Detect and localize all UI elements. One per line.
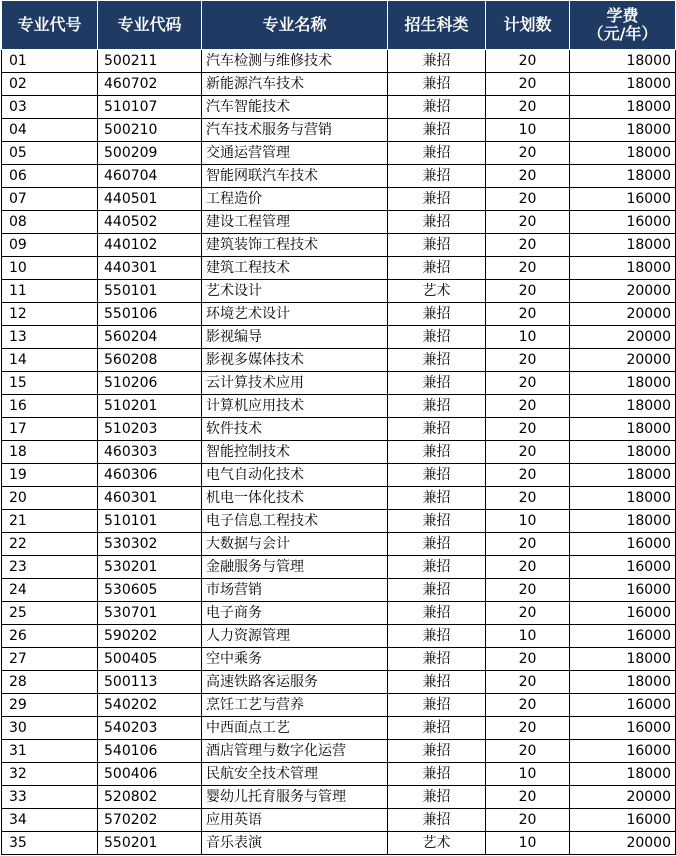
cell-fee: 20000	[570, 349, 676, 372]
cell-category: 兼招	[388, 809, 486, 832]
cell-fee: 16000	[570, 625, 676, 648]
cell-plan: 10	[486, 832, 570, 855]
cell-plan: 20	[486, 257, 570, 280]
cell-major-name: 市场营销	[202, 579, 388, 602]
cell-plan: 20	[486, 349, 570, 372]
table-row	[2, 740, 676, 763]
cell-major-name: 汽车智能技术	[202, 96, 388, 119]
table-row	[2, 694, 676, 717]
cell-plan: 20	[486, 165, 570, 188]
cell-plan: 20	[486, 648, 570, 671]
cell-major-code: 570202	[98, 809, 202, 832]
table-row	[2, 395, 676, 418]
cell-fee: 18000	[570, 510, 676, 533]
table-row	[2, 96, 676, 119]
header-fee-line2: （元/年）	[587, 24, 658, 43]
cell-major-name: 建设工程管理	[202, 211, 388, 234]
cell-fee: 18000	[570, 234, 676, 257]
cell-major-name: 计算机应用技术	[202, 395, 388, 418]
cell-category: 兼招	[388, 740, 486, 763]
cell-major-code: 440501	[98, 188, 202, 211]
cell-fee: 18000	[570, 165, 676, 188]
cell-category: 兼招	[388, 671, 486, 694]
cell-fee: 16000	[570, 694, 676, 717]
cell-major-code: 530701	[98, 602, 202, 625]
table-header	[2, 1, 676, 50]
cell-category: 兼招	[388, 533, 486, 556]
table-row	[2, 648, 676, 671]
cell-code: 13	[2, 326, 98, 349]
cell-code: 02	[2, 73, 98, 96]
cell-plan: 20	[486, 533, 570, 556]
cell-category: 兼招	[388, 395, 486, 418]
table-row	[2, 418, 676, 441]
cell-major-name: 电子信息工程技术	[202, 510, 388, 533]
cell-fee: 18000	[570, 96, 676, 119]
cell-code: 17	[2, 418, 98, 441]
cell-fee: 18000	[570, 119, 676, 142]
cell-major-code: 440502	[98, 211, 202, 234]
cell-major-name: 金融服务与管理	[202, 556, 388, 579]
cell-code: 35	[2, 832, 98, 855]
cell-major-code: 550106	[98, 303, 202, 326]
cell-major-code: 550201	[98, 832, 202, 855]
cell-category: 兼招	[388, 441, 486, 464]
cell-category: 兼招	[388, 418, 486, 441]
cell-plan: 20	[486, 671, 570, 694]
cell-plan: 20	[486, 487, 570, 510]
cell-category: 兼招	[388, 96, 486, 119]
table-row	[2, 50, 676, 73]
cell-fee: 18000	[570, 372, 676, 395]
table-row	[2, 188, 676, 211]
cell-fee: 18000	[570, 50, 676, 73]
cell-major-name: 机电一体化技术	[202, 487, 388, 510]
cell-fee: 16000	[570, 579, 676, 602]
cell-code: 15	[2, 372, 98, 395]
table-row	[2, 671, 676, 694]
cell-fee: 20000	[570, 326, 676, 349]
cell-major-code: 460306	[98, 464, 202, 487]
cell-code: 32	[2, 763, 98, 786]
table-row	[2, 165, 676, 188]
cell-major-name: 影视编导	[202, 326, 388, 349]
cell-major-name: 环境艺术设计	[202, 303, 388, 326]
cell-plan: 20	[486, 809, 570, 832]
cell-category: 兼招	[388, 579, 486, 602]
cell-category: 兼招	[388, 602, 486, 625]
cell-fee: 16000	[570, 740, 676, 763]
cell-fee: 16000	[570, 602, 676, 625]
cell-major-name: 酒店管理与数字化运营	[202, 740, 388, 763]
table-body	[2, 50, 676, 855]
cell-plan: 20	[486, 96, 570, 119]
cell-major-code: 500209	[98, 142, 202, 165]
cell-plan: 20	[486, 73, 570, 96]
cell-code: 27	[2, 648, 98, 671]
cell-plan: 20	[486, 234, 570, 257]
cell-major-code: 510107	[98, 96, 202, 119]
cell-major-code: 460702	[98, 73, 202, 96]
table-row	[2, 556, 676, 579]
table-row	[2, 211, 676, 234]
cell-code: 26	[2, 625, 98, 648]
cell-category: 兼招	[388, 188, 486, 211]
cell-code: 09	[2, 234, 98, 257]
cell-category: 兼招	[388, 119, 486, 142]
table-row	[2, 717, 676, 740]
cell-category: 兼招	[388, 786, 486, 809]
cell-category: 兼招	[388, 625, 486, 648]
cell-major-name: 云计算技术应用	[202, 372, 388, 395]
cell-plan: 20	[486, 556, 570, 579]
cell-code: 07	[2, 188, 98, 211]
cell-major-code: 440102	[98, 234, 202, 257]
cell-major-name: 影视多媒体技术	[202, 349, 388, 372]
cell-fee: 18000	[570, 671, 676, 694]
table-row	[2, 257, 676, 280]
cell-major-name: 建筑工程技术	[202, 257, 388, 280]
cell-plan: 20	[486, 142, 570, 165]
cell-major-name: 高速铁路客运服务	[202, 671, 388, 694]
cell-category: 兼招	[388, 326, 486, 349]
table-row	[2, 763, 676, 786]
cell-fee: 20000	[570, 786, 676, 809]
cell-code: 11	[2, 280, 98, 303]
cell-plan: 10	[486, 326, 570, 349]
cell-code: 08	[2, 211, 98, 234]
header-row	[2, 1, 676, 50]
cell-major-name: 音乐表演	[202, 832, 388, 855]
cell-major-name: 中西面点工艺	[202, 717, 388, 740]
cell-category: 兼招	[388, 372, 486, 395]
table-row	[2, 303, 676, 326]
cell-major-code: 460303	[98, 441, 202, 464]
table-row	[2, 441, 676, 464]
cell-major-name: 电气自动化技术	[202, 464, 388, 487]
cell-category: 兼招	[388, 142, 486, 165]
cell-category: 艺术	[388, 832, 486, 855]
cell-fee: 16000	[570, 188, 676, 211]
header-major-name: 专业名称	[202, 1, 388, 50]
cell-category: 兼招	[388, 694, 486, 717]
cell-category: 兼招	[388, 717, 486, 740]
header-category: 招生科类	[388, 1, 486, 50]
cell-major-name: 应用英语	[202, 809, 388, 832]
cell-plan: 10	[486, 510, 570, 533]
table-row	[2, 533, 676, 556]
table-row	[2, 809, 676, 832]
cell-fee: 18000	[570, 418, 676, 441]
table-row	[2, 73, 676, 96]
cell-major-name: 民航安全技术管理	[202, 763, 388, 786]
cell-major-name: 艺术设计	[202, 280, 388, 303]
table-row	[2, 510, 676, 533]
cell-plan: 20	[486, 395, 570, 418]
cell-code: 21	[2, 510, 98, 533]
cell-plan: 10	[486, 119, 570, 142]
cell-plan: 20	[486, 441, 570, 464]
cell-plan: 20	[486, 188, 570, 211]
cell-fee: 16000	[570, 809, 676, 832]
cell-category: 兼招	[388, 50, 486, 73]
cell-code: 03	[2, 96, 98, 119]
cell-major-name: 人力资源管理	[202, 625, 388, 648]
table-row	[2, 280, 676, 303]
cell-major-code: 500211	[98, 50, 202, 73]
cell-code: 30	[2, 717, 98, 740]
cell-major-code: 460704	[98, 165, 202, 188]
table-row	[2, 372, 676, 395]
cell-major-code: 540106	[98, 740, 202, 763]
cell-category: 兼招	[388, 165, 486, 188]
header-major-code: 专业代码	[98, 1, 202, 50]
table-row	[2, 786, 676, 809]
table-row	[2, 579, 676, 602]
cell-category: 兼招	[388, 763, 486, 786]
cell-plan: 20	[486, 50, 570, 73]
header-fee-line1: 学费	[606, 6, 639, 25]
cell-major-code: 590202	[98, 625, 202, 648]
cell-fee: 20000	[570, 303, 676, 326]
cell-code: 28	[2, 671, 98, 694]
cell-code: 18	[2, 441, 98, 464]
cell-plan: 20	[486, 694, 570, 717]
cell-fee: 18000	[570, 441, 676, 464]
header-code: 专业代号	[2, 1, 98, 50]
cell-major-name: 烹饪工艺与营养	[202, 694, 388, 717]
cell-fee: 18000	[570, 257, 676, 280]
cell-code: 33	[2, 786, 98, 809]
cell-major-code: 520802	[98, 786, 202, 809]
cell-major-name: 婴幼儿托育服务与管理	[202, 786, 388, 809]
cell-plan: 10	[486, 625, 570, 648]
cell-fee: 16000	[570, 533, 676, 556]
header-fee	[570, 1, 676, 50]
cell-code: 25	[2, 602, 98, 625]
cell-plan: 20	[486, 211, 570, 234]
cell-code: 14	[2, 349, 98, 372]
cell-plan: 20	[486, 464, 570, 487]
cell-plan: 20	[486, 786, 570, 809]
cell-fee: 16000	[570, 556, 676, 579]
cell-major-code: 510201	[98, 395, 202, 418]
table-row	[2, 487, 676, 510]
cell-code: 06	[2, 165, 98, 188]
cell-fee: 20000	[570, 832, 676, 855]
cell-major-code: 530201	[98, 556, 202, 579]
cell-major-code: 540203	[98, 717, 202, 740]
table-row	[2, 349, 676, 372]
enrollment-plan-table	[1, 0, 676, 855]
cell-major-code: 530302	[98, 533, 202, 556]
cell-fee: 18000	[570, 464, 676, 487]
cell-major-name: 新能源汽车技术	[202, 73, 388, 96]
table-row	[2, 119, 676, 142]
cell-code: 31	[2, 740, 98, 763]
cell-major-name: 智能网联汽车技术	[202, 165, 388, 188]
cell-category: 兼招	[388, 234, 486, 257]
cell-major-code: 500406	[98, 763, 202, 786]
cell-major-code: 510101	[98, 510, 202, 533]
cell-major-code: 510206	[98, 372, 202, 395]
cell-major-code: 500210	[98, 119, 202, 142]
cell-category: 兼招	[388, 257, 486, 280]
cell-fee: 18000	[570, 648, 676, 671]
cell-code: 16	[2, 395, 98, 418]
cell-major-name: 电子商务	[202, 602, 388, 625]
cell-major-code: 540202	[98, 694, 202, 717]
table-row	[2, 326, 676, 349]
cell-category: 兼招	[388, 464, 486, 487]
cell-code: 29	[2, 694, 98, 717]
cell-category: 兼招	[388, 510, 486, 533]
cell-major-code: 460301	[98, 487, 202, 510]
cell-category: 兼招	[388, 73, 486, 96]
cell-code: 24	[2, 579, 98, 602]
cell-major-name: 汽车检测与维修技术	[202, 50, 388, 73]
cell-plan: 20	[486, 579, 570, 602]
cell-category: 兼招	[388, 211, 486, 234]
cell-major-code: 500405	[98, 648, 202, 671]
header-plan: 计划数	[486, 1, 570, 50]
cell-plan: 20	[486, 717, 570, 740]
cell-plan: 20	[486, 303, 570, 326]
cell-fee: 18000	[570, 395, 676, 418]
cell-major-name: 智能控制技术	[202, 441, 388, 464]
cell-fee: 20000	[570, 280, 676, 303]
cell-major-code: 560204	[98, 326, 202, 349]
cell-fee: 16000	[570, 717, 676, 740]
cell-major-code: 510203	[98, 418, 202, 441]
cell-category: 兼招	[388, 648, 486, 671]
cell-category: 兼招	[388, 556, 486, 579]
cell-major-code: 560208	[98, 349, 202, 372]
cell-plan: 20	[486, 418, 570, 441]
cell-category: 兼招	[388, 303, 486, 326]
cell-code: 05	[2, 142, 98, 165]
cell-category: 兼招	[388, 487, 486, 510]
cell-fee: 18000	[570, 73, 676, 96]
cell-major-code: 550101	[98, 280, 202, 303]
table-row	[2, 602, 676, 625]
cell-category: 兼招	[388, 349, 486, 372]
cell-code: 20	[2, 487, 98, 510]
table-row	[2, 142, 676, 165]
cell-fee: 18000	[570, 142, 676, 165]
cell-code: 19	[2, 464, 98, 487]
cell-fee: 16000	[570, 211, 676, 234]
cell-plan: 20	[486, 740, 570, 763]
table-row	[2, 625, 676, 648]
cell-code: 01	[2, 50, 98, 73]
cell-plan: 20	[486, 602, 570, 625]
cell-code: 10	[2, 257, 98, 280]
cell-plan: 10	[486, 763, 570, 786]
cell-major-name: 空中乘务	[202, 648, 388, 671]
cell-major-name: 软件技术	[202, 418, 388, 441]
cell-major-code: 530605	[98, 579, 202, 602]
table-row	[2, 234, 676, 257]
cell-code: 04	[2, 119, 98, 142]
cell-major-name: 工程造价	[202, 188, 388, 211]
cell-plan: 20	[486, 280, 570, 303]
cell-major-name: 汽车技术服务与营销	[202, 119, 388, 142]
cell-major-code: 500113	[98, 671, 202, 694]
cell-major-name: 交通运营管理	[202, 142, 388, 165]
cell-code: 22	[2, 533, 98, 556]
cell-code: 23	[2, 556, 98, 579]
table-row	[2, 832, 676, 855]
cell-code: 12	[2, 303, 98, 326]
cell-code: 34	[2, 809, 98, 832]
cell-major-name: 大数据与会计	[202, 533, 388, 556]
table-row	[2, 464, 676, 487]
cell-category: 艺术	[388, 280, 486, 303]
cell-fee: 18000	[570, 487, 676, 510]
cell-fee: 18000	[570, 763, 676, 786]
cell-major-code: 440301	[98, 257, 202, 280]
cell-major-name: 建筑装饰工程技术	[202, 234, 388, 257]
cell-plan: 20	[486, 372, 570, 395]
